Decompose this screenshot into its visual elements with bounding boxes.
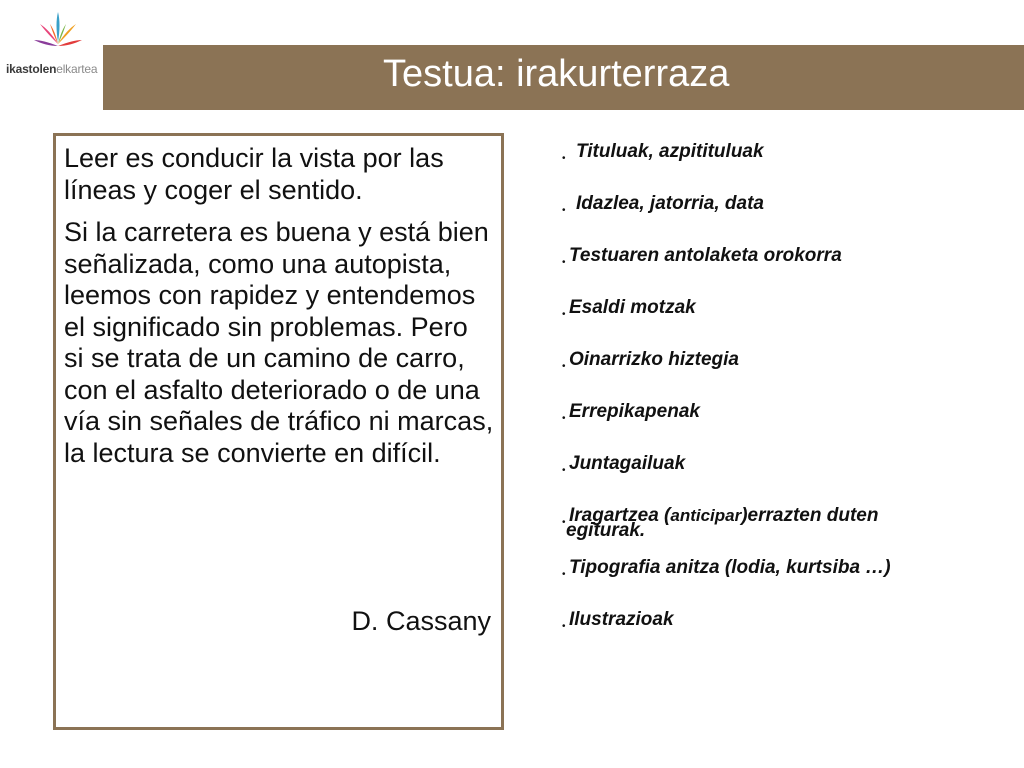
- logo: [0, 0, 104, 110]
- list-item: [560, 452, 1000, 504]
- bullet-dot: •: [562, 153, 566, 164]
- list-item-text: Testuaren antolaketa orokorra: [569, 245, 842, 266]
- list-item: [560, 556, 1000, 608]
- slide-title: Testua: irakurterraza: [383, 53, 730, 95]
- list-item: [560, 140, 1000, 192]
- bullet-dot: •: [562, 257, 566, 268]
- quote-paragraph-2: Si la carretera es buena y está bien señalizada, como una autopista, leemos con rapidez y entendemos el significado sin problemas. Pero si se trata de un camino de carro, con el asfalto deteriorado o de una vía sin señales de tráfico ni marcas, la lectura se convierte en difícil.: [64, 217, 494, 468]
- bullet-list: [560, 140, 1000, 660]
- list-item-text: Tituluak, azpitituluak: [576, 141, 764, 162]
- list-item-text: Iragartzea (anticipar)errazten duten: [569, 505, 879, 526]
- bullet-dot: •: [562, 309, 566, 320]
- list-item: [560, 608, 1000, 660]
- list-item-text: Errepikapenak: [569, 401, 700, 422]
- bullet-dot: •: [562, 621, 566, 632]
- list-item-text: Ilustrazioak: [569, 609, 674, 630]
- bullet-dot: •: [562, 569, 566, 580]
- quote-author: D. Cassany: [351, 606, 491, 636]
- list-item: [560, 348, 1000, 400]
- list-item: [560, 192, 1000, 244]
- list-item-text: Esaldi motzak: [569, 297, 696, 318]
- title-bar: [103, 45, 1024, 110]
- quote-paragraph-1: Leer es conducir la vista por las líneas y coger el sentido.: [64, 143, 444, 205]
- list-item-text-wrap: egiturak.: [566, 520, 646, 541]
- bullet-dot: •: [562, 465, 566, 476]
- bullet-dot: •: [562, 413, 566, 424]
- list-item: [560, 244, 1000, 296]
- logo-text: ikastolenelkartea: [6, 62, 98, 76]
- bullet-dot: •: [562, 361, 566, 372]
- list-item-text: Juntagailuak: [569, 453, 686, 474]
- list-item-text: Oinarrizko hiztegia: [569, 349, 739, 370]
- list-item: [560, 504, 1000, 556]
- logo-flower-icon: [30, 8, 86, 60]
- quote-box: [53, 133, 504, 730]
- list-item-text: Tipografia anitza (lodia, kurtsiba …): [569, 557, 891, 578]
- list-item: [560, 296, 1000, 348]
- list-item-text: Idazlea, jatorria, data: [576, 193, 764, 214]
- bullet-dot: •: [562, 517, 566, 528]
- bullet-dot: •: [562, 205, 566, 216]
- list-item: [560, 400, 1000, 452]
